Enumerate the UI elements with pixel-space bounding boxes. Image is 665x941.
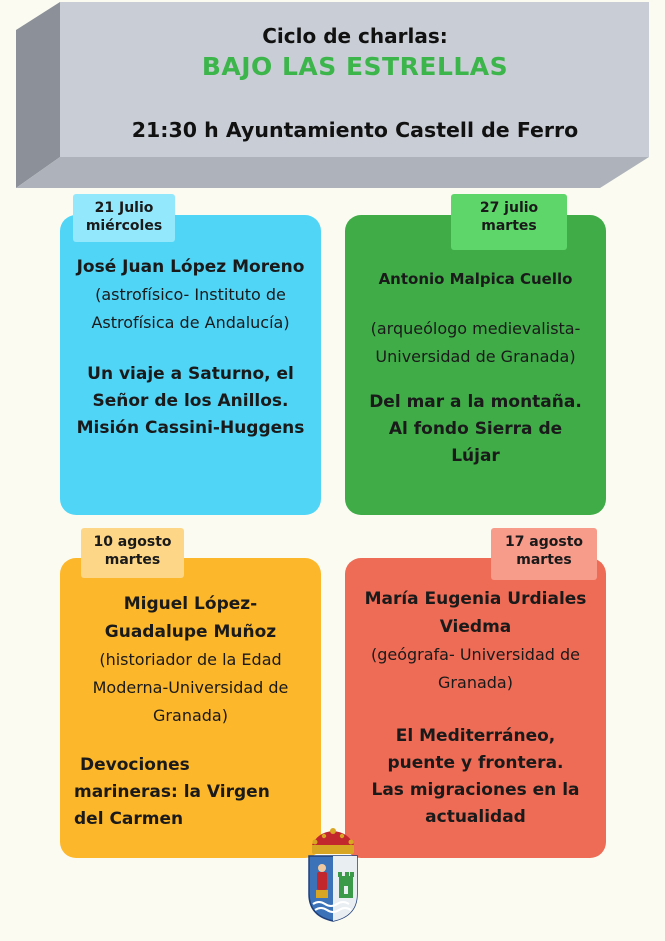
speaker-affiliation: Granada) — [438, 673, 513, 692]
talk-title: Devociones — [80, 755, 190, 775]
date-weekday: miércoles — [85, 218, 163, 234]
talk-title: Un viaje a Saturno, el — [87, 364, 294, 384]
speaker-name: María Eugenia Urdiales — [364, 589, 587, 609]
speaker-name: Miguel López- — [123, 594, 258, 614]
speaker-affiliation: Moderna-Universidad de — [92, 678, 289, 697]
speaker-name: José Juan López Moreno — [76, 257, 305, 277]
date-day: 10 agosto — [93, 534, 172, 550]
event-title: BAJO LAS ESTRELLAS — [201, 52, 509, 81]
date-tag-1 — [73, 194, 175, 242]
date-day: 27 julio — [479, 200, 539, 216]
talk-title: El Mediterráneo, — [395, 726, 556, 746]
date-tag-2 — [451, 194, 567, 250]
talk-card-2 — [345, 215, 606, 515]
talk-title: del Carmen — [74, 809, 184, 829]
date-weekday: martes — [516, 552, 572, 568]
time-location: 21:30 h Ayuntamiento Castell de Ferro — [131, 118, 579, 142]
talk-title: Del mar a la montaña. — [369, 392, 582, 412]
coat-of-arms-icon — [303, 828, 363, 923]
speaker-affiliation: Universidad de Granada) — [375, 347, 576, 366]
talk-title: Al fondo Sierra de — [388, 419, 563, 439]
date-day: 21 Julio — [94, 200, 154, 216]
date-tag-3 — [81, 528, 184, 578]
date-weekday: martes — [481, 218, 537, 234]
speaker-affiliation: (arqueólogo medievalista- — [370, 319, 581, 338]
talk-card-1 — [60, 215, 321, 515]
talk-title: Misión Cassini-Huggens — [76, 418, 305, 438]
speaker-name: Guadalupe Muñoz — [104, 622, 277, 642]
talk-title: actualidad — [425, 807, 526, 827]
speaker-affiliation: (historiador de la Edad — [99, 650, 282, 669]
speaker-affiliation: (astrofísico- Instituto de — [95, 285, 286, 304]
speaker-affiliation: (geógrafa- Universidad de — [370, 645, 581, 664]
speaker-name: Antonio Malpica Cuello — [378, 270, 573, 288]
talk-card-4 — [345, 558, 606, 858]
speaker-affiliation: Granada) — [153, 706, 228, 725]
talk-title: marineras: la Virgen — [74, 782, 270, 802]
talk-title: Las migraciones en la — [371, 780, 580, 800]
date-tag-4 — [491, 528, 597, 580]
series-heading: Ciclo de charlas: — [262, 24, 448, 48]
talk-title: Lújar — [451, 446, 500, 466]
speaker-affiliation: Astrofísica de Andalucía) — [91, 313, 290, 332]
talk-card-3 — [60, 558, 321, 858]
talk-title: puente y frontera. — [387, 753, 564, 773]
date-day: 17 agosto — [504, 534, 584, 550]
date-weekday: martes — [104, 552, 161, 568]
talk-title: Señor de los Anillos. — [92, 391, 289, 411]
speaker-name: Viedma — [439, 617, 512, 637]
